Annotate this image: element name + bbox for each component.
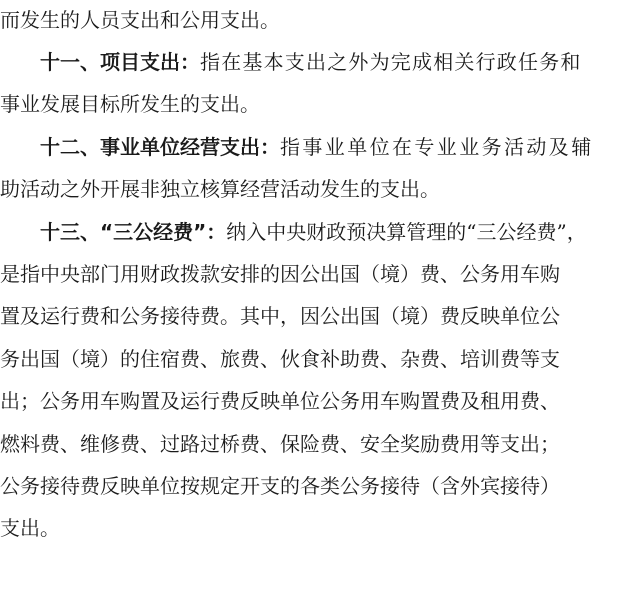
- item-13-line-1: [0, 212, 639, 252]
- item-11-line-1: [0, 42, 639, 82]
- item-13-text: 公务接待费反映单位按规定开支的各类公务接待（含外宾接待）: [0, 474, 560, 498]
- text-line: 而发生的人员支出和公用支出。: [0, 8, 280, 32]
- item-13-line-7: [0, 466, 639, 506]
- item-13-text: 出；公务用车购置及运行费反映单位公务用车购置费及租用费、: [0, 389, 560, 413]
- item-13-line-3: [0, 296, 639, 336]
- item-12-line-1: [0, 127, 639, 167]
- item-11-text: 指在基本支出之外为完成相关行政任务和: [200, 50, 582, 74]
- item-13-heading: 十三、“三公经费”：: [40, 220, 227, 244]
- item-13-line-2: [0, 254, 639, 294]
- item-13-text: 支出。: [0, 516, 60, 540]
- item-11-line-2: [0, 84, 639, 124]
- item-13-text: 置及运行费和公务接待费。其中，因公出国（境）费反映单位公: [0, 304, 560, 328]
- item-13-text: 是指中央部门用财政拨款安排的因公出国（境）费、公务用车购: [0, 262, 560, 286]
- item-11-text: 事业发展目标所发生的支出。: [0, 92, 260, 116]
- item-13-text: 燃料费、维修费、过路过桥费、保险费、安全奖励费用等支出；: [0, 432, 560, 456]
- item-11-heading: 十一、项目支出：: [40, 50, 200, 74]
- item-12-heading: 十二、事业单位经营支出：: [40, 135, 280, 159]
- item-13-line-8: [0, 508, 639, 548]
- item-12-line-2: [0, 169, 639, 209]
- item-13-text: 纳入中央财政预决算管理的“三公经费”，: [226, 220, 587, 244]
- item-13-line-4: [0, 339, 639, 379]
- item-12-text: 助活动之外开展非独立核算经营活动发生的支出。: [0, 177, 440, 201]
- item-13-line-5: [0, 381, 639, 421]
- item-12-text: 指事业单位在专业业务活动及辅: [280, 135, 594, 159]
- item-13-text: 务出国（境）的住宿费、旅费、伙食补助费、杂费、培训费等支: [0, 347, 560, 371]
- paragraph-continuation: [0, 0, 639, 40]
- item-13-line-6: [0, 424, 639, 464]
